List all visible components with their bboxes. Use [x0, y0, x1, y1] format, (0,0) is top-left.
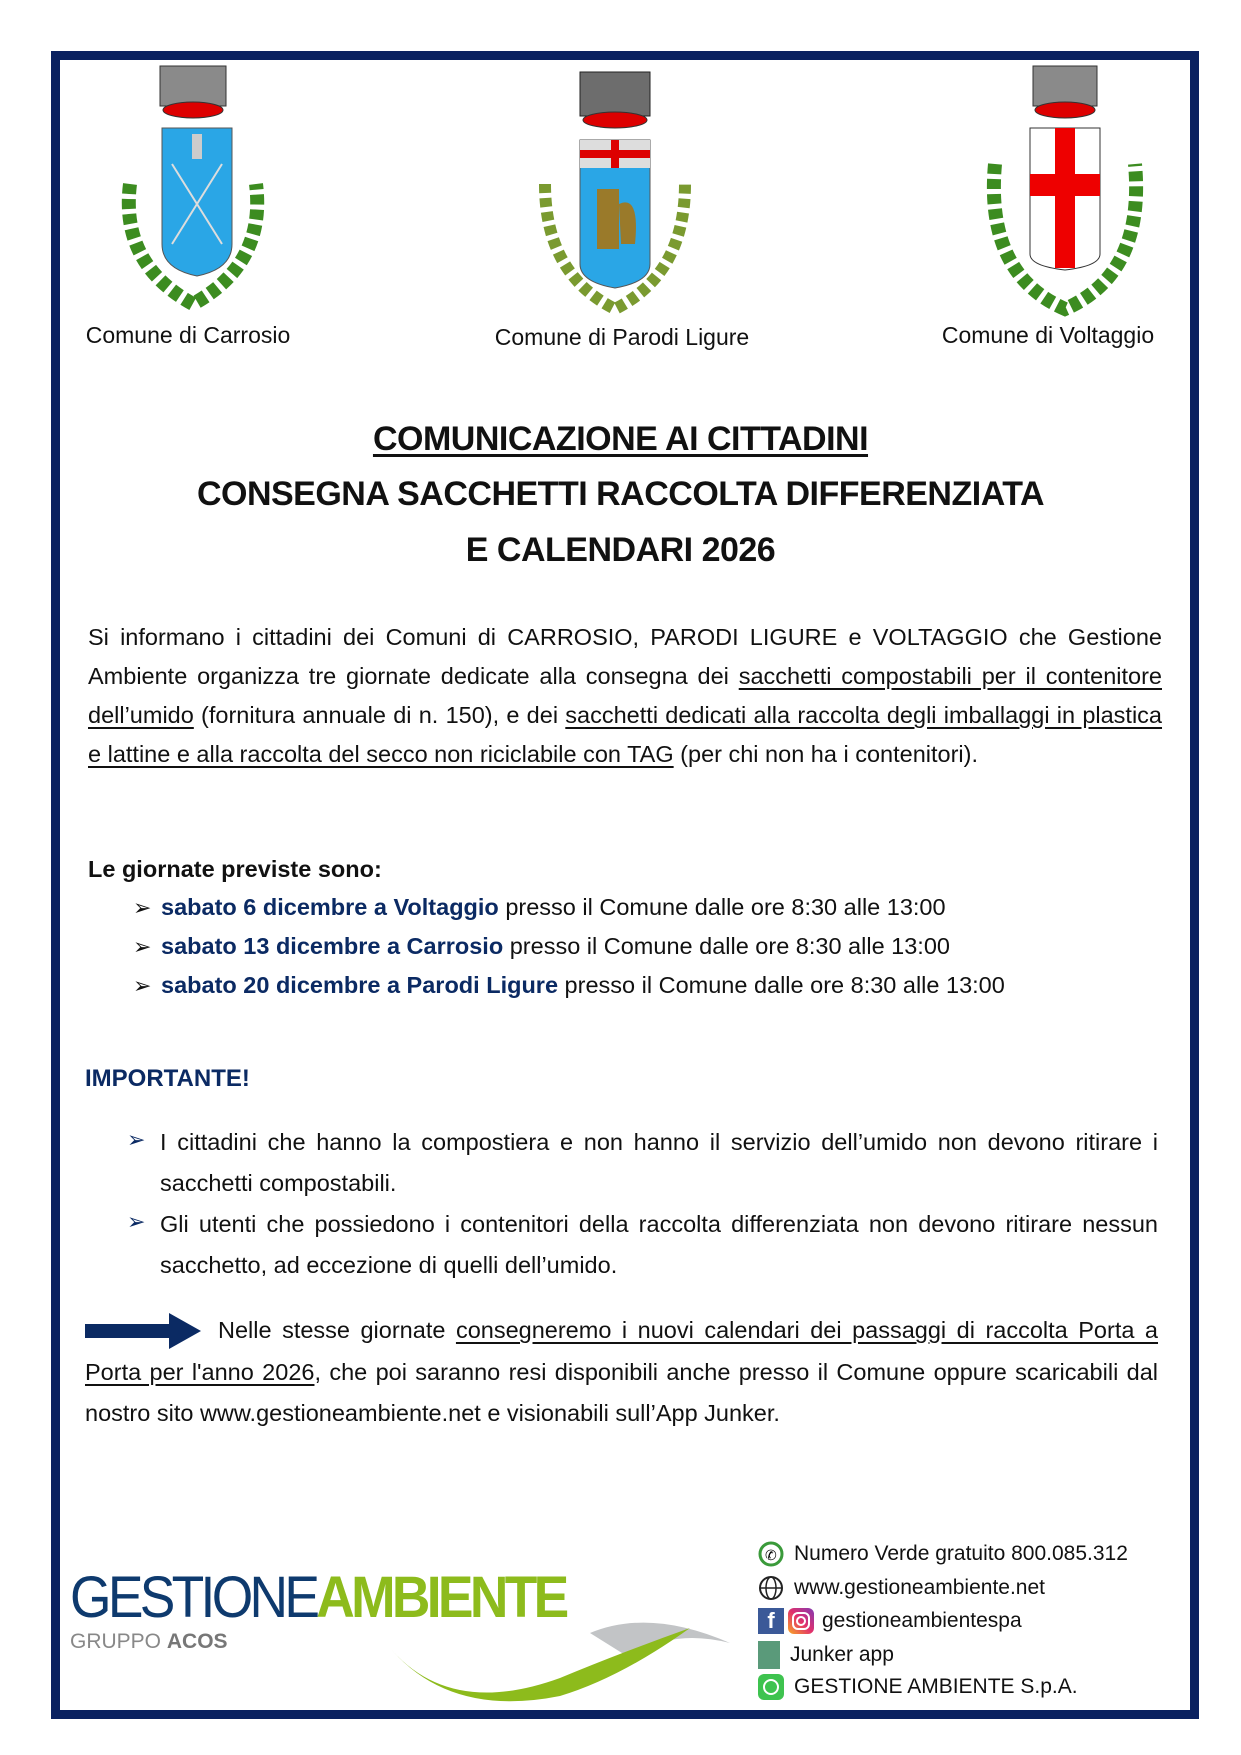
schedule-item — [133, 972, 1005, 999]
calendar-underlined: consegneremo i nuovi calendari dei passaggi di raccolta Porta a Porta per l'anno 2026 — [85, 1317, 1159, 1385]
gestione-ambiente-logo — [70, 1565, 609, 1654]
intro-underlined-2: sacchetti dedicati alla raccolta degli imballaggi in plastica e lattine e alla raccolta del secco non riciclabile con TAG — [88, 702, 1163, 767]
junker-app-link[interactable]: Junker app — [790, 1643, 894, 1666]
website-link[interactable]: www.gestioneambiente.net — [794, 1576, 1045, 1599]
title-line-1: COMUNICAZIONE AI CITTADINI — [372, 420, 869, 458]
contact-whatsapp[interactable] — [758, 1674, 1078, 1700]
phone-icon — [758, 1541, 784, 1567]
arrow-bullet-icon: ➢ — [127, 1127, 146, 1152]
social-handle[interactable]: gestioneambientespa — [822, 1609, 1022, 1632]
title-line-3: E CALENDARI 2026 — [465, 531, 776, 569]
whatsapp-icon — [758, 1674, 784, 1700]
contact-phone — [758, 1541, 1128, 1567]
important-item: Gli utenti che possiedono i contenitori della raccolta differenziata non devono ritirare nessun sacchetto, ad eccezione di quelli dell’umido. — [160, 1211, 1158, 1278]
arrow-bullet-icon: ➢ — [127, 1209, 146, 1234]
schedule-detail: presso il Comune dalle ore 8:30 alle 13:00 — [558, 972, 1005, 998]
title-line-2: CONSEGNA SACCHETTI RACCOLTA DIFFERENZIATA — [196, 475, 1045, 513]
intro-text-3: (per chi non ha i contenitori). — [673, 741, 978, 767]
voltaggio-coat-of-arms — [975, 64, 1155, 322]
contact-social[interactable] — [758, 1608, 1022, 1634]
arrow-bullet-icon: ➢ — [133, 973, 152, 998]
schedule-detail: presso il Comune dalle ore 8:30 alle 13:00 — [498, 894, 946, 920]
arrow-bullet-icon: ➢ — [133, 934, 152, 959]
schedule-date: sabato 6 dicembre a Voltaggio — [161, 894, 499, 920]
junker-app-icon — [758, 1641, 780, 1669]
calendar-text-2: , che poi saranno resi disponibili anche presso il Comune oppure scaricabili dal nostro sito www.gestioneambiente.net e visionabili sull’App Junker. — [85, 1358, 1159, 1426]
contact-text: Numero Verde gratuito 800.085.312 — [794, 1542, 1128, 1565]
logo-word-ambiente: AMBIENTE — [316, 1565, 566, 1630]
schedule-date: sabato 20 dicembre a Parodi Ligure — [161, 972, 559, 998]
schedule-date: sabato 13 dicembre a Carrosio — [161, 933, 504, 959]
calendar-paragraph — [85, 1310, 1158, 1435]
facebook-icon: f — [758, 1608, 784, 1634]
logo-acos: ACOS — [166, 1630, 228, 1653]
schedule-detail: presso il Comune dalle ore 8:30 alle 13:00 — [503, 933, 950, 959]
contact-junker[interactable] — [758, 1641, 894, 1669]
contact-website[interactable] — [758, 1575, 1045, 1601]
caption-parodi-ligure: Comune di Parodi Ligure — [494, 324, 750, 350]
important-item: I cittadini che hanno la compostiera e non hanno il servizio dell’umido non devono ritirare i sacchetti compostabili. — [160, 1129, 1158, 1196]
caption-carrosio: Comune di Carrosio — [85, 322, 291, 348]
logo-word-gestione: GESTIONE — [70, 1565, 317, 1630]
intro-underlined-1: sacchetti compostabili per il contenitore dell’umido — [88, 663, 1162, 728]
globe-icon — [758, 1575, 784, 1601]
svg-text:✆: ✆ — [765, 1547, 777, 1563]
intro-text: Si informano i cittadini dei Comuni di CARROSIO, PARODI LIGURE e VOLTAGGIO che Gestione Ambiente organizza tre giornate dedicate alla consegna dei — [88, 624, 1162, 689]
important-heading: IMPORTANTE! — [85, 1065, 250, 1092]
schedule-item — [133, 933, 950, 960]
arrow-bullet-icon: ➢ — [133, 895, 152, 920]
intro-paragraph — [88, 618, 1162, 774]
instagram-icon — [788, 1608, 814, 1634]
schedule-heading: Le giornate previste sono: — [88, 856, 382, 882]
caption-voltaggio: Comune di Voltaggio — [941, 322, 1155, 348]
calendar-text: Nelle stesse giornate — [218, 1317, 456, 1343]
schedule-item — [133, 894, 946, 921]
intro-text-2: (fornitura annuale di n. 150), e dei — [193, 702, 566, 728]
parodi-ligure-coat-of-arms — [525, 64, 705, 322]
carrosio-coat-of-arms — [110, 64, 280, 322]
logo-gruppo: GRUPPO — [70, 1630, 167, 1653]
whatsapp-contact[interactable]: GESTIONE AMBIENTE S.p.A. — [794, 1675, 1078, 1698]
